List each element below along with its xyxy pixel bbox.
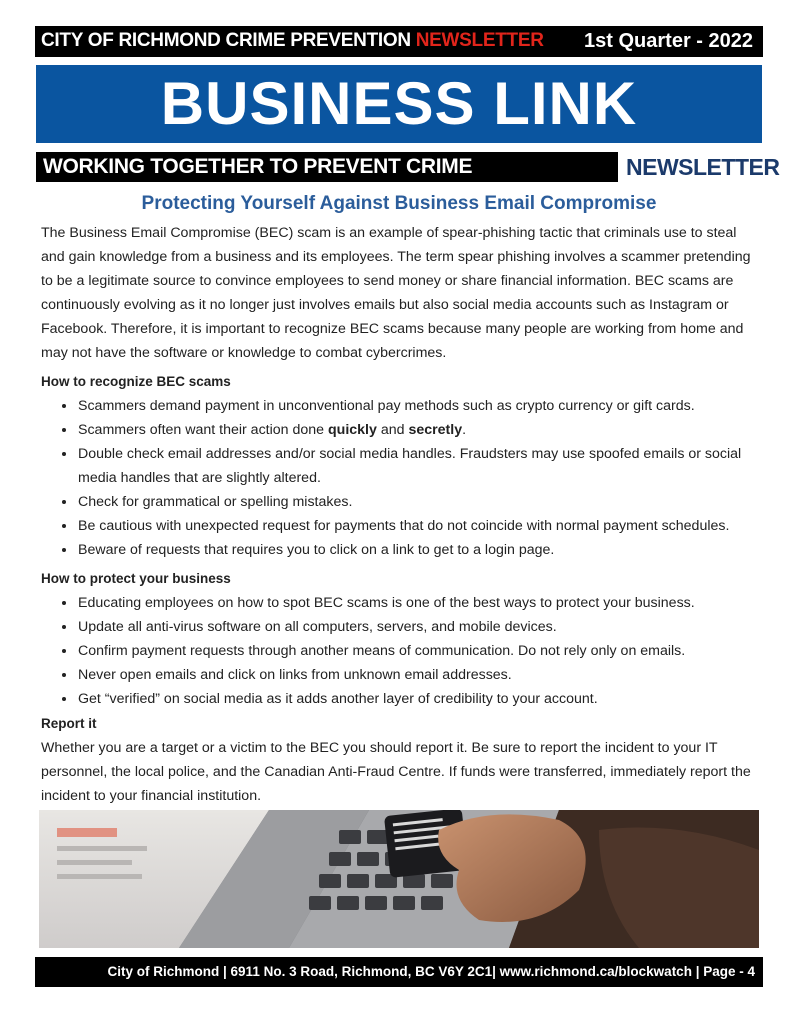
issue-quarter: 1st Quarter - 2022 xyxy=(584,30,753,52)
masthead-title: BUSINESS LINK xyxy=(36,65,762,143)
article-body xyxy=(41,221,763,808)
list-item-text: and xyxy=(376,422,409,438)
report-heading: Report it xyxy=(41,716,97,731)
screen-line xyxy=(57,860,132,865)
list-item: • Scammers demand payment in unconventional pay methods such as crypto currency or gift cards. xyxy=(77,394,763,418)
article-title: Protecting Yourself Against Business Email Compromise xyxy=(141,193,657,214)
list-item: • Get “verified” on social media as it adds another layer of credibility to your account. xyxy=(77,687,763,711)
tagline-bar: WORKING TOGETHER TO PREVENT CRIME xyxy=(36,152,618,182)
photo-illustration xyxy=(39,810,759,948)
org-title xyxy=(41,30,544,52)
org-title-prefix: CITY OF RICHMOND CRIME PREVENTION xyxy=(41,30,416,51)
report-paragraph: Whether you are a target or a victim to the BEC you should report it. Be sure to report the incident to your IT personnel, the local police, and the Canadian Anti-Fraud Centre. If funds were transferred, immediately report the incident to your financial institution. xyxy=(41,740,751,804)
intro-paragraph: The Business Email Compromise (BEC) scam is an example of spear-phishing tactic that criminals use to steal and gain knowledge from a business and its employees. The term spear phishing involves a scammer pretending to be a legitimate source to convince employees to send money or share financial information. BEC scams are continuously evolving as it no longer just involves emails but also social media accounts such as Instagram or Facebook. Therefore, it is important to recognize BEC scams because many people are working from home and may not have the software or knowledge to combat cybercrimes. xyxy=(41,225,751,361)
emphasis-quickly: quickly xyxy=(328,422,377,438)
list-item: • Check for grammatical or spelling mistakes. xyxy=(77,490,763,514)
recognize-heading: How to recognize BEC scams xyxy=(41,374,231,389)
list-item-text: Scammers often want their action done xyxy=(78,422,328,438)
list-item: • Confirm payment requests through another means of communication. Do not rely only on emails. xyxy=(77,639,763,663)
list-item: • Update all anti-virus software on all computers, servers, and mobile devices. xyxy=(77,615,763,639)
emphasis-secretly: secretly xyxy=(408,422,463,438)
list-item-text: . xyxy=(462,422,467,438)
list-item: • Be cautious with unexpected request for payments that do not coincide with normal payment schedules. xyxy=(77,514,763,538)
list-item: • Educating employees on how to spot BEC scams is one of the best ways to protect your business. xyxy=(77,591,763,615)
list-item: • Double check email addresses and/or social media handles. Fraudsters may use spoofed emails or social media handles that are slightly altered. xyxy=(77,442,763,490)
top-banner xyxy=(35,26,763,57)
footer-bar: City of Richmond | 6911 No. 3 Road, Richmond, BC V6Y 2C1| www.richmond.ca/blockwatch | Page - 4 xyxy=(35,957,763,987)
recognize-list xyxy=(41,394,763,562)
screen-line xyxy=(57,874,142,879)
list-item: • Beware of requests that requires you to click on a link to get to a login page. xyxy=(77,538,763,562)
org-title-highlight: NEWSLETTER xyxy=(415,30,544,51)
protect-heading: How to protect your business xyxy=(41,571,231,586)
list-item: • Never open emails and click on links from unknown email addresses. xyxy=(77,663,763,687)
screen-line xyxy=(57,846,147,851)
newsletter-label: NEWSLETTER xyxy=(626,154,780,180)
screen-highlight xyxy=(57,828,117,837)
list-item xyxy=(77,418,763,442)
protect-list xyxy=(41,591,763,711)
laptop-phone-photo xyxy=(39,810,759,948)
